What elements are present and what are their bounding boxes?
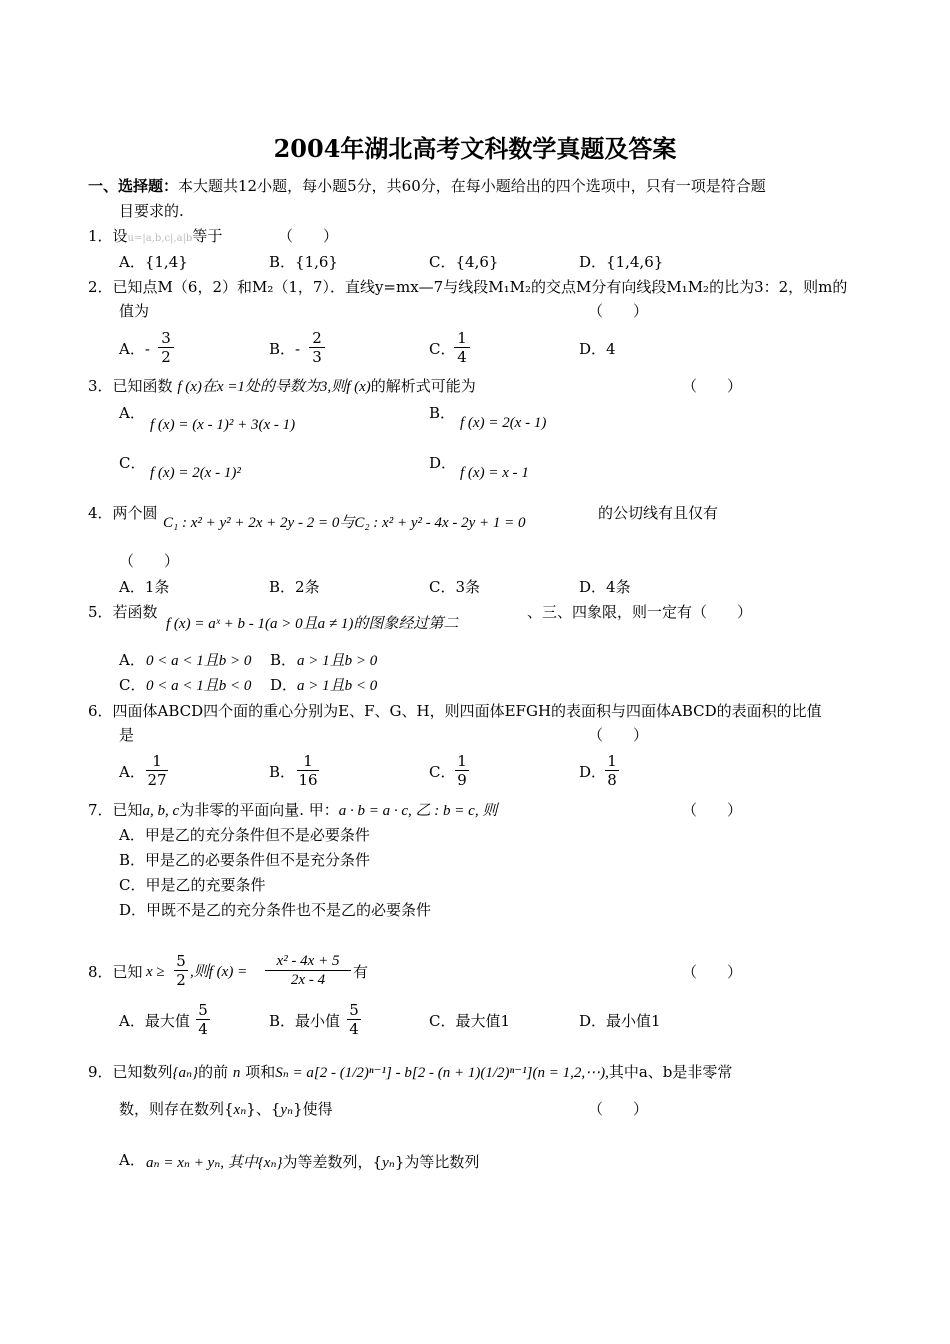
q7-stem: 7．已知a, b, c为非零的平面向量. 甲：a · b = a · c, 乙 : b = c, 则 xyxy=(88,801,498,819)
q5-option-a-label: A． xyxy=(119,651,145,669)
q8-answer-paren: （ ） xyxy=(682,963,743,981)
q8-option-d: D．最小值1 xyxy=(579,1012,661,1030)
q5-tail: 、三、四象限，则一定有（ ） xyxy=(527,603,753,621)
q3-stem: 3．已知函数 f (x)在x =1处的导数为3,则f (x)的解析式可能为 xyxy=(88,377,476,395)
q4-answer-paren: （ ） xyxy=(119,552,180,570)
q2-option-c-fraction: $\frac{1}{4}$ xyxy=(454,329,470,366)
q6-option-c-fraction: $\frac{1}{9}$ xyxy=(455,752,469,789)
q3-option-c-expr: f (x) = 2(x - 1)² xyxy=(150,465,241,481)
q2-option-a-label: A．- xyxy=(119,340,150,358)
q6-option-a-fraction: $\frac{1}{27}$ xyxy=(147,752,167,789)
q4-expr: C₁ : x² + y² + 2x + 2y - 2 = 0与C₂ : x² + y² - 4x - 2y + 1 = 0 xyxy=(163,515,526,531)
q1-tail: 等于 xyxy=(192,227,223,245)
q7-option-c: C．甲是乙的充要条件 xyxy=(119,876,266,894)
q3-option-b-label: B． xyxy=(429,404,456,422)
q6-option-b-label: B． xyxy=(269,763,296,781)
q3-option-a-label: A． xyxy=(119,404,145,422)
q9-stem: 9．已知数列{aₙ}的前 n 项和Sₙ = a[2 - (1/2)ⁿ⁻¹] - b[2 - (n + 1)(1/2)ⁿ⁻¹](n = 1,2,⋯),其中a、b是非零常 xyxy=(88,1063,733,1081)
q1-stem: 1．设 xyxy=(88,227,128,245)
q3-option-d-expr: f (x) = x - 1 xyxy=(460,465,529,481)
q8-x-ge: x ≥ xyxy=(146,964,165,980)
q9-option-a-label: A． xyxy=(119,1151,145,1169)
q2-option-d: D．4 xyxy=(579,340,616,358)
section-intro-line2: 目要求的. xyxy=(119,202,184,220)
q8-f-fraction: $\frac{\text{x² - 4x + 5}}{2x - 4}$ xyxy=(265,952,351,989)
q8-option-b-fraction: $\frac{5}{4}$ xyxy=(347,1001,361,1038)
q5-option-d-label: D． xyxy=(270,676,298,694)
q6-answer-paren: （ ） xyxy=(588,726,649,744)
q6-option-b-fraction: $\frac{1}{16}$ xyxy=(298,752,318,789)
q6-option-d-label: D． xyxy=(579,763,607,781)
q2-option-b-label: B．- xyxy=(269,340,301,358)
q4-option-b: B．2条 xyxy=(269,578,320,596)
q9-option-a: aₙ = xₙ + yₙ, 其中{xₙ}为等差数列，{yₙ}为等比数列 xyxy=(146,1153,480,1171)
q6-option-c-label: C． xyxy=(429,763,456,781)
q1-answer-paren: （ ） xyxy=(278,227,339,245)
q3-option-a-expr: f (x) = (x - 1)² + 3(x - 1) xyxy=(150,417,296,433)
q2-option-a-fraction: $\frac{3}{2}$ xyxy=(158,329,174,366)
q7-option-a: A．甲是乙的充分条件但不是必要条件 xyxy=(119,826,370,844)
q3-option-d-label: D． xyxy=(429,454,457,472)
q7-option-d: D．甲既不是乙的充分条件也不是乙的必要条件 xyxy=(119,901,432,919)
q8-stem: 8．已知 xyxy=(88,963,143,981)
q6-stem: 6．四面体ABCD四个面的重心分别为E、F、G、H，则四面体EFGH的表面积与四面体ABCD的表面积的比值 xyxy=(88,702,822,720)
q5-option-c-label: C． xyxy=(119,676,146,694)
section-header xyxy=(88,176,766,196)
q3-option-b-expr: f (x) = 2(x - 1) xyxy=(460,415,547,431)
q1-blurred-formula: u=|a,b,c|,a|b xyxy=(127,233,193,244)
q6-option-a-label: A． xyxy=(119,763,145,781)
q2-option-b-fraction: $\frac{2}{3}$ xyxy=(309,329,325,366)
question-1 xyxy=(88,226,222,249)
q8-tail: 有 xyxy=(353,963,369,981)
q4-option-c: C．3条 xyxy=(429,578,481,596)
q4-option-d: D．4条 xyxy=(579,578,631,596)
q5-stem: 5．若函数 xyxy=(88,603,158,621)
q6-stem-line2: 是 xyxy=(119,726,135,744)
q4-option-a: A．1条 xyxy=(119,578,170,596)
q5-option-d-expr: a > 1且b < 0 xyxy=(297,678,378,694)
q2-option-c-label: C． xyxy=(429,340,456,358)
q8-mid: ,则f (x) = xyxy=(190,964,248,980)
q4-stem: 4．两个圆 xyxy=(88,504,158,522)
q3-option-c-label: C． xyxy=(119,454,146,472)
q8-option-a-label: A．最大值 xyxy=(119,1012,190,1030)
section-label: 一、选择题： xyxy=(88,177,179,195)
q5-option-c-expr: 0 < a < 1且b < 0 xyxy=(146,678,252,694)
q5-expr: f (x) = aˣ + b - 1(a > 0且a ≠ 1)的图象经过第二 xyxy=(166,616,459,632)
q8-option-b-label: B．最小值 xyxy=(269,1012,341,1030)
q2-stem: 2．已知点M（6，2）和M₂（1，7）．直线y=mx—7与线段M₁M₂的交点M分有向线段M₁M₂的比为3：2，则m的 xyxy=(88,278,848,296)
q8-x-fraction: $\frac{5}{2}$ xyxy=(174,952,188,989)
q1-option-a: A．{1,4} xyxy=(119,253,188,271)
q9-expr: Sₙ = a[2 - (1/2)ⁿ⁻¹] - b[2 - (n + 1)(1/2)ⁿ⁻¹](n = 1,2,⋯), xyxy=(275,1065,609,1081)
q2-stem-line2: 值为 xyxy=(119,302,150,320)
q1-option-d: D．{1,4,6} xyxy=(579,253,664,271)
q5-option-b-expr: a > 1且b > 0 xyxy=(297,653,378,669)
q9-stem-line2: 数，则存在数列{xₙ}、{yₙ}使得 xyxy=(119,1100,333,1118)
q8-option-a-fraction: $\frac{5}{4}$ xyxy=(196,1001,210,1038)
q3-answer-paren: （ ） xyxy=(682,377,743,395)
page-title: 2004年湖北高考文科数学真题及答案 xyxy=(273,134,677,163)
q1-option-c: C．{4,6} xyxy=(429,253,499,271)
section-intro: 本大题共12小题，每小题5分，共60分，在每小题给出的四个选项中，只有一项是符合题 xyxy=(178,177,766,195)
q5-option-a-expr: 0 < a < 1且b > 0 xyxy=(146,653,252,669)
q5-option-b-label: B． xyxy=(270,651,297,669)
q9-answer-paren: （ ） xyxy=(588,1100,649,1118)
q6-option-d-fraction: $\frac{1}{8}$ xyxy=(605,752,619,789)
q2-answer-paren: （ ） xyxy=(588,302,649,320)
q4-tail: 的公切线有且仅有 xyxy=(598,504,719,522)
q7-option-b: B．甲是乙的必要条件但不是充分条件 xyxy=(119,851,371,869)
q1-option-b: B．{1,6} xyxy=(269,253,338,271)
q7-answer-paren: （ ） xyxy=(682,801,743,819)
q8-option-c: C．最大值1 xyxy=(429,1012,511,1030)
